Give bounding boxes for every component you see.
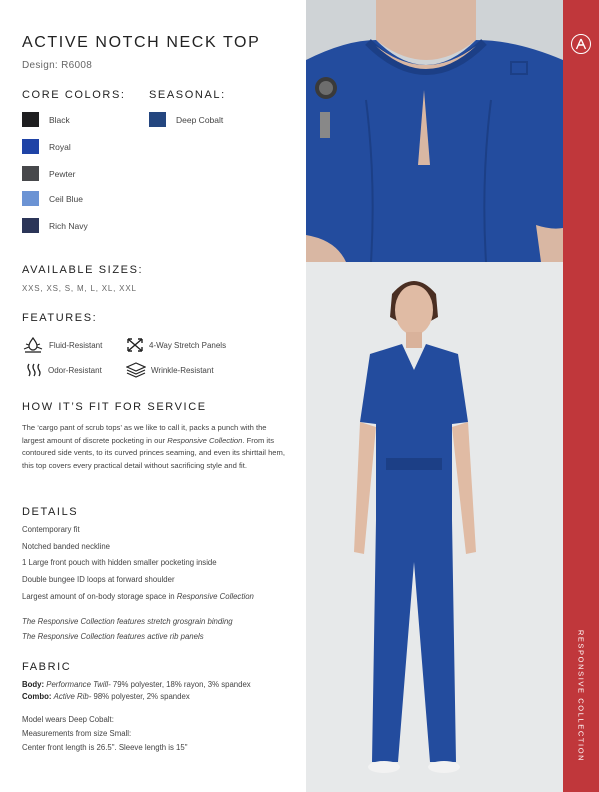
seasonal-heading: SEASONAL: bbox=[149, 89, 226, 101]
odor-resistant-icon bbox=[25, 362, 43, 378]
feature-label: 4-Way Stretch Panels bbox=[149, 340, 227, 350]
core-colors-heading: CORE COLORS: bbox=[22, 89, 126, 101]
color-swatch-rich-navy[interactable] bbox=[22, 218, 88, 233]
product-title: ACTIVE NOTCH NECK TOP bbox=[22, 34, 261, 51]
neckline-closeup-photo bbox=[306, 0, 563, 262]
detail-item: Notched banded neckline bbox=[22, 542, 110, 551]
swatch-label: Royal bbox=[49, 141, 71, 152]
feature-fluid-resistant bbox=[22, 337, 102, 353]
brand-logo-icon bbox=[571, 34, 591, 54]
fit-text: The ‘cargo pant of scrub tops’ as we like to call it, packs a punch with the largest amount of discrete pocketing in our bbox=[22, 423, 267, 445]
swatch-chip bbox=[22, 166, 39, 181]
features-heading: FEATURES: bbox=[22, 312, 98, 324]
swatch-chip bbox=[22, 139, 39, 154]
fabric-composition: 98% polyester, 2% spandex bbox=[91, 692, 190, 701]
sizes-list: XXS, XS, S, M, L, XL, XXL bbox=[22, 284, 137, 293]
details-heading: DETAILS bbox=[22, 506, 79, 518]
fit-text: . From its contoured side vents, to its curved princes seaming, and even its shirttail hem, this top covers every practical detail without sacrificing style and fit. bbox=[22, 435, 285, 470]
fit-description bbox=[22, 422, 287, 472]
sizes-heading: AVAILABLE SIZES: bbox=[22, 264, 144, 276]
wrinkle-resistant-icon bbox=[126, 362, 146, 378]
fabric-body bbox=[22, 680, 251, 689]
color-swatch-ceil-blue[interactable] bbox=[22, 191, 83, 206]
detail-text: Largest amount of on-body storage space in bbox=[22, 592, 177, 601]
feature-wrinkle-resistant bbox=[126, 362, 214, 378]
logo-mark bbox=[575, 38, 587, 50]
color-swatch-royal[interactable] bbox=[22, 139, 71, 154]
model-info: Measurements from size Small: bbox=[22, 729, 132, 738]
feature-odor-resistant bbox=[25, 362, 102, 378]
model-info: Center front length is 26.5". Sleeve length is 15" bbox=[22, 743, 188, 752]
color-swatch-black[interactable] bbox=[22, 112, 70, 127]
swatch-label: Black bbox=[49, 114, 70, 125]
stretch-arrows-icon bbox=[126, 337, 144, 353]
detail-item: Double bungee ID loops at forward shoulder bbox=[22, 575, 175, 584]
feature-label: Wrinkle-Resistant bbox=[151, 365, 214, 375]
detail-item: 1 Large front pouch with hidden smaller pocketing inside bbox=[22, 558, 217, 567]
detail-note bbox=[22, 632, 204, 641]
model-full-body-photo bbox=[306, 262, 563, 792]
detail-note-text: The Responsive Collection features stretch grosgrain binding bbox=[22, 617, 233, 626]
swatch-chip bbox=[22, 218, 39, 233]
swatch-label: Rich Navy bbox=[49, 220, 88, 231]
swatch-label: Pewter bbox=[49, 168, 76, 179]
color-swatch-pewter[interactable] bbox=[22, 166, 75, 181]
detail-note bbox=[22, 617, 233, 626]
feature-label: Odor-Resistant bbox=[48, 365, 102, 375]
swatch-chip bbox=[149, 112, 166, 127]
neckline-closeup-illustration bbox=[306, 0, 563, 262]
detail-item: Contemporary fit bbox=[22, 525, 80, 534]
fluid-resistant-icon bbox=[22, 337, 44, 353]
fit-heading: HOW IT’S FIT FOR SERVICE bbox=[22, 401, 207, 413]
fabric-composition: 79% polyester, 18% rayon, 3% spandex bbox=[110, 680, 251, 689]
detail-note-text: The Responsive Collection features active rib panels bbox=[22, 632, 204, 641]
swatch-chip bbox=[22, 112, 39, 127]
fabric-type: Active Rib- bbox=[53, 692, 92, 701]
swatch-label: Ceil Blue bbox=[49, 193, 84, 204]
fabric-type: Performance Twill- bbox=[46, 680, 111, 689]
detail-text-italic: Responsive Collection bbox=[176, 592, 254, 601]
model-illustration bbox=[306, 262, 563, 792]
fit-text-italic: Responsive Collection bbox=[167, 435, 243, 445]
design-number: Design: R6008 bbox=[22, 60, 93, 71]
detail-item-storage bbox=[22, 592, 254, 601]
model-info: Model wears Deep Cobalt: bbox=[22, 715, 114, 724]
feature-label: Fluid-Resistant bbox=[49, 340, 103, 350]
swatch-chip bbox=[22, 191, 39, 206]
swatch-label: Deep Cobalt bbox=[176, 114, 224, 125]
feature-stretch-panels bbox=[126, 337, 226, 353]
color-swatch-deep-cobalt[interactable] bbox=[149, 112, 223, 127]
fabric-combo bbox=[22, 692, 190, 701]
collection-label: RESPONSIVE COLLECTION bbox=[576, 629, 586, 763]
fabric-label: Body: bbox=[22, 680, 45, 689]
fabric-label: Combo: bbox=[22, 692, 52, 701]
fabric-heading: FABRIC bbox=[22, 661, 72, 673]
